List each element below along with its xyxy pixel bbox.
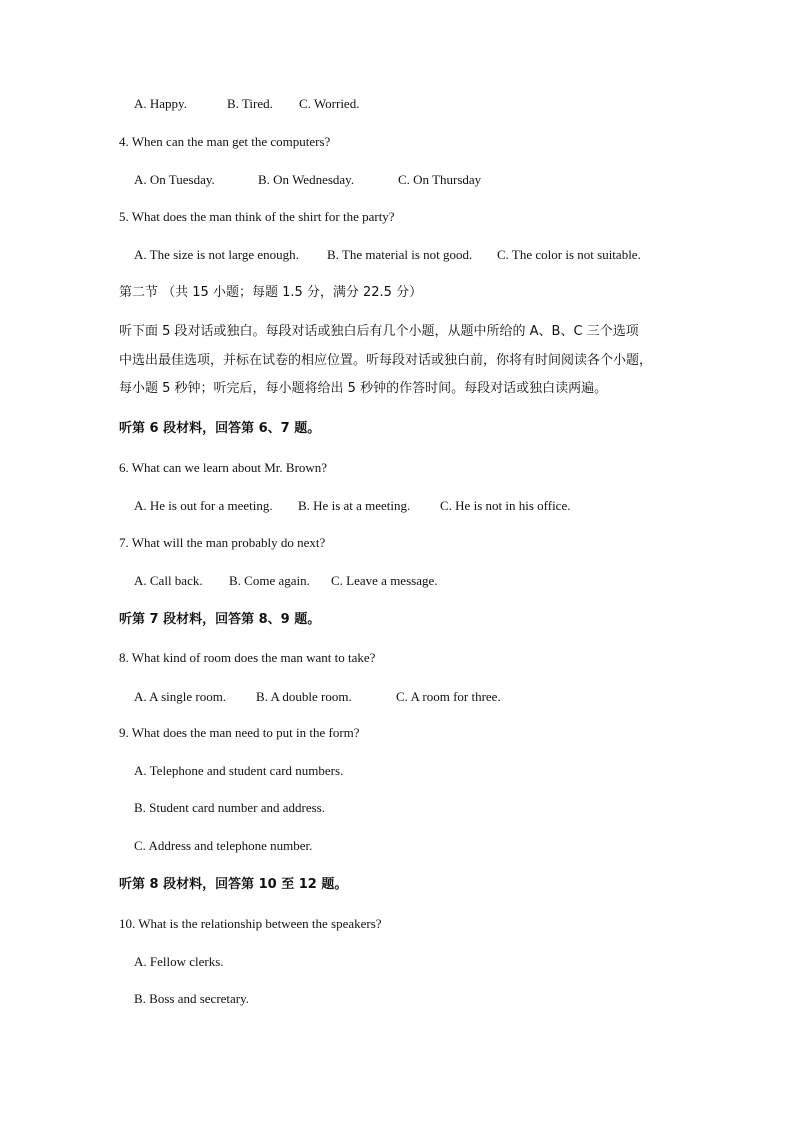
q6-question: 6. What can we learn about Mr. Brown? — [119, 460, 328, 475]
q3-option-a: A. Happy. — [134, 96, 187, 111]
q6-option-a: A. He is out for a meeting. — [134, 498, 273, 513]
part8-heading: 听第 8 段材料，回答第 10 至 12 题。 — [119, 877, 348, 892]
q5-option-c: C. The color is not suitable. — [497, 247, 641, 262]
q6-option-c: C. He is not in his office. — [440, 498, 571, 513]
q9-option-b: B. Student card number and address. — [134, 800, 325, 815]
q8-option-c: C. A room for three. — [396, 689, 501, 704]
q4-option-c: C. On Thursday — [398, 172, 482, 187]
q9-option-c: C. Address and telephone number. — [134, 838, 313, 853]
q9-question: 9. What does the man need to put in the form? — [119, 725, 360, 740]
q3-option-c: C. Worried. — [299, 96, 360, 111]
section2-instructions-line3: 每小题 5 秒钟；听完后，每小题将给出 5 秒钟的作答时间。每段对话或独白读两遍。 — [119, 381, 608, 396]
q6-option-b: B. He is at a meeting. — [298, 498, 411, 513]
q4-question: 4. When can the man get the computers? — [119, 134, 331, 149]
part6-heading: 听第 6 段材料，回答第 6、7 题。 — [119, 421, 321, 436]
q8-question: 8. What kind of room does the man want to take? — [119, 650, 376, 665]
q10-option-b: B. Boss and secretary. — [134, 991, 250, 1006]
q10-option-a: A. Fellow clerks. — [134, 954, 224, 969]
q5-question: 5. What does the man think of the shirt for the party? — [119, 209, 395, 224]
section2-title: 第二节 （共 15 小题；每题 1.5 分，满分 22.5 分） — [119, 285, 423, 300]
q5-option-a: A. The size is not large enough. — [134, 247, 299, 262]
q5-option-b: B. The material is not good. — [327, 247, 473, 262]
q7-option-a: A. Call back. — [134, 573, 203, 588]
q7-option-c: C. Leave a message. — [331, 573, 438, 588]
q10-question: 10. What is the relationship between the speakers? — [119, 916, 382, 931]
q7-question: 7. What will the man probably do next? — [119, 535, 326, 550]
part7-heading: 听第 7 段材料，回答第 8、9 题。 — [119, 612, 321, 627]
q4-option-a: A. On Tuesday. — [134, 172, 215, 187]
q4-option-b: B. On Wednesday. — [258, 172, 355, 187]
q7-option-b: B. Come again. — [229, 573, 310, 588]
q3-option-b: B. Tired. — [227, 96, 273, 111]
q8-option-b: B. A double room. — [256, 689, 352, 704]
q8-option-a: A. A single room. — [134, 689, 227, 704]
section2-instructions-line2: 中选出最佳选项，并标在试卷的相应位置。听每段对话或独白前，你将有时间阅读各个小题， — [119, 353, 653, 368]
q9-option-a: A. Telephone and student card numbers. — [134, 763, 344, 778]
section2-instructions-line1: 听下面 5 段对话或独白。每段对话或独白后有几个小题，从题中所给的 A、B、C 三个选项 — [119, 324, 639, 339]
